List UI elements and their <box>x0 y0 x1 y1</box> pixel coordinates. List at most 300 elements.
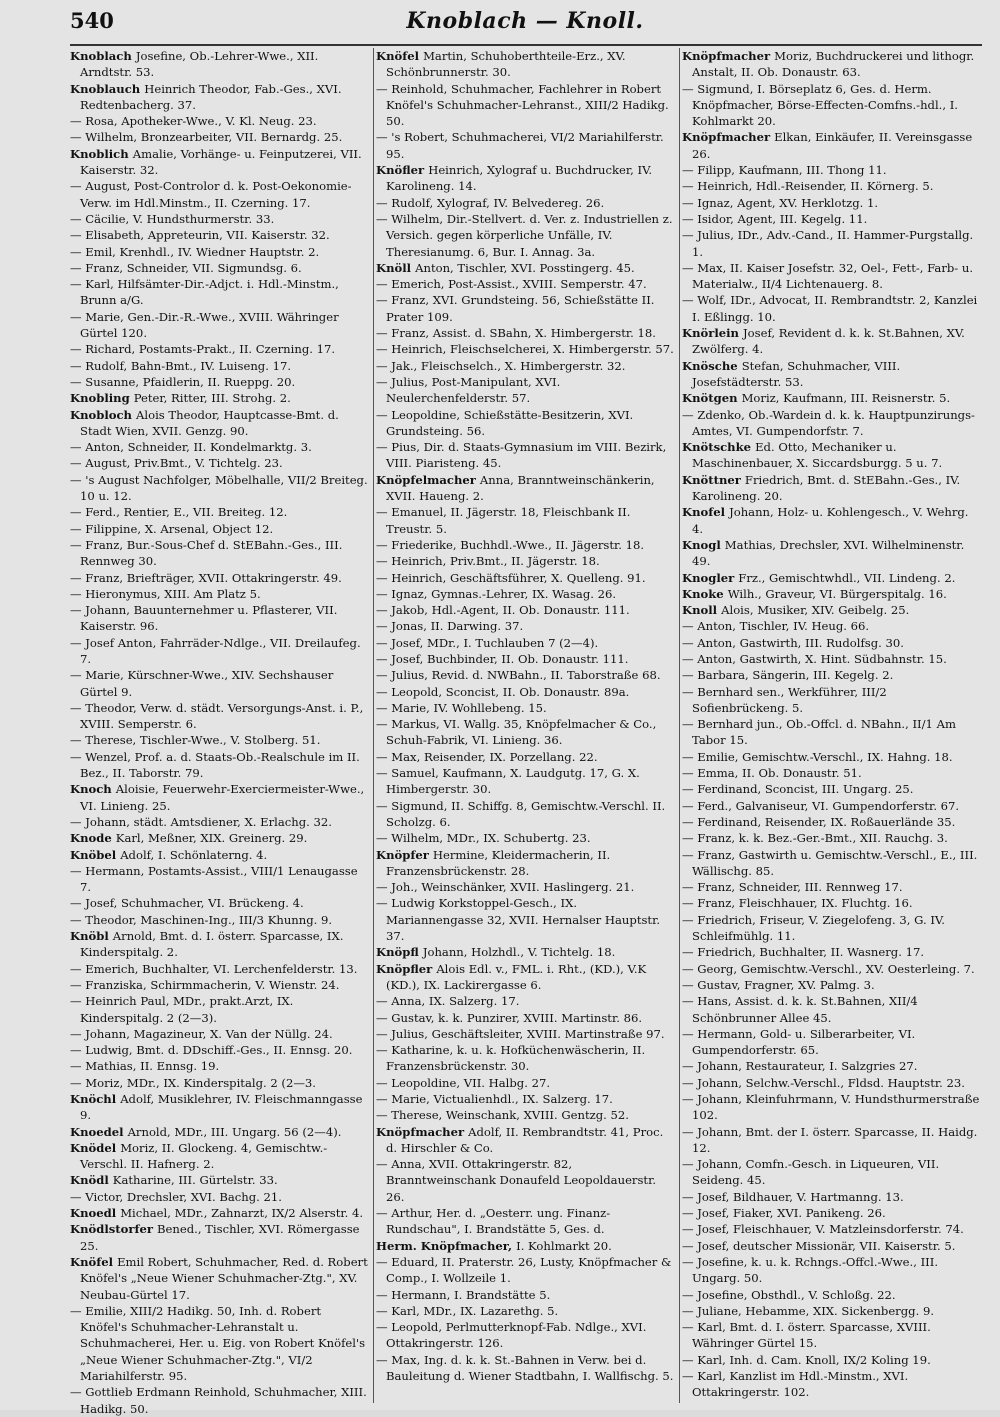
directory-entry <box>682 814 982 830</box>
directory-entry <box>376 651 676 667</box>
entry-text: Arnold, MDr., III. Ungarg. 56 (2—4). <box>127 1124 342 1139</box>
directory-entry <box>376 570 676 586</box>
entry-surname: Knöll <box>376 260 412 275</box>
entry-text: — Heinrich Paul, MDr., prakt.Arzt, IX. Kinderspitalg. 2 (2—3). <box>70 994 294 1025</box>
directory-entry <box>682 961 982 977</box>
directory-entry <box>70 244 370 260</box>
directory-entry <box>682 211 982 227</box>
directory-entry <box>70 48 370 81</box>
directory-entry <box>376 439 676 472</box>
directory-entry <box>682 1058 982 1074</box>
entry-text: — Franz, Fleischhauer, IX. Fluchtg. 16. <box>682 896 913 911</box>
directory-entry <box>682 1205 982 1221</box>
directory-entry <box>376 798 676 831</box>
directory-entry <box>376 667 676 683</box>
entry-text: — Juliane, Hebamme, XIX. Sickenbergg. 9. <box>682 1303 934 1318</box>
directory-entry <box>376 684 676 700</box>
entry-text: — Victor, Drechsler, XVI. Bachg. 21. <box>70 1189 282 1204</box>
entry-text: — Heinrich, Geschäftsführer, X. Quelleng. 91. <box>376 570 646 585</box>
directory-entry <box>70 504 370 520</box>
entry-text: — Julius, Post-Manipulant, XVI. Neulerchenfelderstr. 57. <box>376 374 561 406</box>
entry-surname: Knöpfelmacher <box>376 472 476 487</box>
entry-text: — Rosa, Apotheker-Wwe., V. Kl. Neug. 23. <box>70 114 317 129</box>
entry-text: Moriz, Kaufmann, III. Reisnerstr. 5. <box>741 391 951 406</box>
entry-surname: Knobling <box>70 391 130 406</box>
directory-entry <box>682 1189 982 1205</box>
entry-surname: Knösche <box>682 358 738 373</box>
entry-surname: Knöttner <box>682 472 741 487</box>
directory-entry <box>376 635 676 651</box>
running-head: Knoblach — Knoll. <box>406 8 644 34</box>
directory-entry <box>376 1075 676 1091</box>
entry-text: Peter, Ritter, III. Strohg. 2. <box>133 391 291 406</box>
entry-text: — Julius, Geschäftsleiter, XVIII. Martinstraße 97. <box>376 1026 665 1041</box>
directory-entry <box>376 830 676 846</box>
directory-entry <box>682 798 982 814</box>
entry-text: — Mathias, II. Ennsg. 19. <box>70 1059 220 1074</box>
entry-text: Karl, Meßner, XIX. Greinerg. 29. <box>115 831 308 846</box>
directory-entry <box>376 1319 676 1352</box>
entry-text: — Emilie, Gemischtw.-Verschl., IX. Hahng. 18. <box>682 749 953 764</box>
entry-surname: Knöchl <box>70 1092 117 1106</box>
directory-entry <box>70 635 370 668</box>
directory-entry <box>682 129 982 162</box>
entry-text: — Josef Anton, Fahrräder-Ndlge., VII. Dreilaufeg. 7. <box>70 635 361 666</box>
entry-text: — Gottlieb Erdmann Reinhold, Schuhmacher, XIII. Hadikg. 50. <box>70 1385 367 1416</box>
entry-surname: Knörlein <box>682 326 739 341</box>
entry-text: Frz., Gemischtwhdl., VII. Lindeng. 2. <box>738 570 956 585</box>
directory-entry <box>376 765 676 798</box>
directory-entry <box>70 146 370 179</box>
entry-text: — Emma, II. Ob. Donaustr. 51. <box>682 766 862 781</box>
directory-entry <box>70 1189 370 1205</box>
entry-text: — Friedrich, Buchhalter, II. Wasnerg. 17. <box>682 945 925 960</box>
entry-surname: Knoch <box>70 782 112 797</box>
directory-entry <box>682 847 982 880</box>
entry-text: — Barbara, Sängerin, III. Kegelg. 2. <box>682 668 894 683</box>
entry-text: Alois Edl. v., FML. i. Rht., (KD.), V.K (KD.), IX. Lackirergasse 6. <box>386 961 647 992</box>
entry-text: — Joh., Weinschänker, XVII. Haslingerg. 21. <box>376 880 635 895</box>
entry-surname: Knöpfler <box>376 961 433 976</box>
entry-text: — Josef, Schuhmacher, VI. Brückeng. 4. <box>70 896 304 911</box>
entry-text: Josef, Revident d. k. k. St.Bahnen, XV. Zwölferg. 4. <box>692 326 965 357</box>
directory-entry <box>682 407 982 440</box>
directory-entry <box>682 895 982 911</box>
entry-text: — Emil, Krenhdl., IV. Wiedner Hauptstr. 2. <box>70 244 320 259</box>
entry-text: — Karl, MDr., IX. Lazarethg. 5. <box>376 1303 559 1318</box>
directory-entry <box>682 1075 982 1091</box>
entry-text: — Anton, Tischler, IV. Heug. 66. <box>682 619 870 634</box>
directory-entry <box>70 1042 370 1058</box>
entry-text: — Markus, VI. Wallg. 35, Knöpfelmacher & Co., Schuh-Fabrik, VI. Linieng. 36. <box>376 717 657 748</box>
directory-entry <box>376 944 676 960</box>
directory-entry <box>682 830 982 846</box>
directory-entry <box>70 1124 370 1140</box>
entry-text: — Rudolf, Bahn-Bmt., IV. Luiseng. 17. <box>70 358 292 373</box>
directory-entry <box>376 700 676 716</box>
column-1 <box>70 48 370 1416</box>
entry-text: — Sigmund, II. Schiffg. 8, Gemischtw.-Verschl. II. Scholzg. 6. <box>376 798 666 829</box>
entry-surname: Knoblauch <box>70 81 141 96</box>
entry-text: Anton, Tischler, XVI. Posstingerg. 45. <box>415 260 635 275</box>
directory-entry <box>376 993 676 1009</box>
directory-entry <box>70 830 370 846</box>
directory-entry <box>682 781 982 797</box>
entry-text: — Heinrich, Priv.Bmt., II. Jägerstr. 18. <box>376 554 600 569</box>
directory-entry <box>376 358 676 374</box>
entry-text: — Jonas, II. Darwing. 37. <box>376 619 524 634</box>
entry-text: — Cäcilie, V. Hundsthurmerstr. 33. <box>70 211 275 226</box>
directory-entry <box>682 1238 982 1254</box>
entry-text: Heinrich Theodor, Fab.-Ges., XVI. Redtenbacherg. 37. <box>80 81 342 112</box>
directory-entry <box>376 129 676 162</box>
directory-entry <box>70 472 370 505</box>
directory-entry <box>376 48 676 81</box>
entry-text: Arnold, Bmt. d. I. österr. Sparcasse, IX. Kinderspitalg. 2. <box>80 929 344 960</box>
directory-entry <box>70 912 370 928</box>
directory-entry <box>682 390 982 406</box>
entry-text: — Arthur, Her. d. „Oesterr. ung. Finanz-Rundschau", I. Brandstätte 5, Ges. d. <box>376 1206 611 1237</box>
entry-surname: Knötgen <box>682 391 738 406</box>
directory-entry <box>682 586 982 602</box>
entry-surname: Knöbel <box>70 847 117 862</box>
column-divider <box>373 48 374 1403</box>
entry-text: — Anna, IX. Salzerg. 17. <box>376 994 520 1009</box>
entry-text: — Richard, Postamts-Prakt., II. Czerning. 17. <box>70 342 336 357</box>
directory-entry <box>376 1238 676 1254</box>
entry-text: — Emerich, Post-Assist., XVIII. Semperstr. 47. <box>376 277 647 292</box>
directory-entry <box>682 1287 982 1303</box>
directory-entry <box>70 863 370 896</box>
entry-text: Michael, MDr., Zahnarzt, IX/2 Alserstr. 4. <box>120 1206 364 1221</box>
directory-entry <box>70 993 370 1026</box>
entry-surname: Knöpfmacher <box>376 1124 465 1139</box>
entry-text: — Bernhard jun., Ob.-Offcl. d. NBahn., II/1 Am Tabor 15. <box>682 717 956 748</box>
directory-entry <box>376 407 676 440</box>
directory-entry <box>376 1254 676 1287</box>
directory-entry <box>70 211 370 227</box>
directory-entry <box>376 81 676 130</box>
directory-entry <box>682 1124 982 1157</box>
entry-text: — Johann, städt. Amtsdiener, X. Erlachg. 32. <box>70 814 332 829</box>
entry-surname: Knoblach <box>70 49 132 63</box>
directory-entry <box>376 504 676 537</box>
entry-text: — Karl, Hilfsämter-Dir.-Adjct. i. Hdl.-Minstm., Brunn a/G. <box>70 277 339 308</box>
entry-text: — Johann, Bmt. der I. österr. Sparcasse, II. Haidg. 12. <box>682 1124 978 1155</box>
entry-text: — Anton, Gastwirth, III. Rudolfsg. 30. <box>682 635 904 650</box>
directory-entry <box>70 1091 370 1124</box>
entry-text: Anna, Branntweinschänkerin, XVII. Haueng. 2. <box>386 472 655 504</box>
entry-text: — Marie, Kürschner-Wwe., XIV. Sechshauser Gürtel 9. <box>70 668 334 699</box>
entry-text: Bened., Tischler, XVI. Römergasse 25. <box>80 1222 360 1253</box>
directory-entry <box>376 260 676 276</box>
directory-entry <box>682 879 982 895</box>
directory-entry <box>682 178 982 194</box>
entry-text: Moriz, Buchdruckerei und lithogr. Anstalt, II. Ob. Donaustr. 63. <box>692 49 975 80</box>
entry-text: — Franz, XVI. Grundsteing. 56, Schießstätte II. Prater 109. <box>376 293 655 324</box>
entry-text: — Hermann, Gold- u. Silberarbeiter, VI. Gumpendorferstr. 65. <box>682 1026 916 1058</box>
directory-entry <box>70 439 370 455</box>
directory-entry <box>376 716 676 749</box>
directory-entry <box>70 1140 370 1173</box>
entry-text: Emil Robert, Schuhmacher, Red. d. Robert Knöfel's „Neue Wiener Schuhmacher-Ztg.", XV. Neubau-Gürtel 17. <box>80 1254 368 1302</box>
entry-text: Friedrich, Bmt. d. StEBahn.-Ges., IV. Karolineng. 20. <box>692 472 961 504</box>
directory-entry <box>376 1091 676 1107</box>
directory-entry <box>682 358 982 391</box>
directory-entry <box>70 1303 370 1384</box>
directory-entry <box>70 814 370 830</box>
directory-entry <box>70 227 370 243</box>
directory-entry <box>682 504 982 537</box>
entry-text: — Heinrich, Hdl.-Reisender, II. Körnerg. 5. <box>682 179 934 194</box>
directory-entry <box>376 1010 676 1026</box>
entry-text: Johann, Holz- u. Kohlengesch., V. Wehrg. 4. <box>692 505 969 536</box>
entry-surname: Knödl <box>70 1173 109 1188</box>
entry-text: I. Kohlmarkt 20. <box>516 1238 612 1253</box>
entry-text: Josefine, Ob.-Lehrer-Wwe., XII. Arndtstr. 53. <box>80 49 319 80</box>
directory-entry <box>70 81 370 114</box>
directory-entry <box>70 749 370 782</box>
directory-entry <box>682 667 982 683</box>
entry-text: — Julius, IDr., Adv.-Cand., II. Hammer-Purgstallg. 1. <box>682 228 974 259</box>
entry-text: Aloisie, Feuerwehr-Exerciermeister-Wwe., VI. Linieng. 25. <box>80 782 365 813</box>
directory-entry <box>682 618 982 634</box>
directory-entry <box>376 1042 676 1075</box>
directory-entry <box>70 390 370 406</box>
entry-text: — Theodor, Verw. d. städt. Versorgungs-Anst. i. P., XVIII. Semperstr. 6. <box>70 700 364 732</box>
directory-entry <box>682 325 982 358</box>
entry-surname: Knofel <box>682 505 726 520</box>
entry-text: — Josefine, k. u. k. Rchngs.-Offcl.-Wwe., III. Ungarg. 50. <box>682 1254 939 1286</box>
directory-entry <box>70 602 370 635</box>
entry-text: — Wilhelm, Dir.-Stellvert. d. Ver. z. Industriellen z. Versich. gegen körperliche Unfälle, IV. Theresianumg. 6, Bur. I. Annag. 3a. <box>376 211 673 259</box>
entry-text: — Karl, Kanzlist im Hdl.-Minstm., XVI. Ottakringerstr. 102. <box>682 1369 909 1400</box>
directory-entry <box>376 1303 676 1319</box>
entry-surname: Knödel <box>70 1140 117 1155</box>
directory-entry <box>70 961 370 977</box>
entry-text: — Moriz, MDr., IX. Kinderspitalg. 2 (2—3. <box>70 1075 316 1090</box>
entry-text: — Jak., Fleischselch., X. Himbergerstr. 32. <box>376 358 626 373</box>
entry-text: — Johann, Selchw.-Verschl., Fldsd. Hauptstr. 23. <box>682 1075 965 1090</box>
entry-text: Mathias, Drechsler, XVI. Wilhelminenstr. 49. <box>692 537 965 569</box>
directory-entry <box>70 1254 370 1303</box>
directory-entry <box>682 1091 982 1124</box>
entry-text: — Johann, Comfn.-Gesch. in Liqueuren, VII. Seideng. 45. <box>682 1157 940 1188</box>
directory-entry <box>70 1058 370 1074</box>
entry-text: — August, Priv.Bmt., V. Tichtelg. 23. <box>70 456 283 471</box>
entry-text: — Franziska, Schirmmacherin, V. Wienstr. 24. <box>70 977 340 992</box>
entry-text: — Samuel, Kaufmann, X. Laudgutg. 17, G. X. Himbergerstr. 30. <box>376 766 640 797</box>
entry-text: — Leopoldine, VII. Halbg. 27. <box>376 1075 551 1090</box>
directory-entry <box>682 537 982 570</box>
entry-text: — Wilhelm, MDr., IX. Schubertg. 23. <box>376 831 591 846</box>
directory-entry <box>70 1172 370 1188</box>
entry-text: — Friederike, Buchhdl.-Wwe., II. Jägerstr. 18. <box>376 537 645 552</box>
entry-surname: Knogl <box>682 537 721 552</box>
entry-text: — Bernhard sen., Werkführer, III/2 Sofienbrückeng. 5. <box>682 684 887 715</box>
directory-entry <box>376 537 676 553</box>
directory-entry <box>682 635 982 651</box>
column-3 <box>682 48 982 1403</box>
entry-text: — Max, II. Kaiser Josefstr. 32, Oel-, Fett-, Farb- u. Materialw., II/4 Lichtenauerg. 8. <box>682 260 974 292</box>
entry-text: Martin, Schuhoberthteile-Erz., XV. Schönbrunnerstr. 30. <box>386 49 626 80</box>
column-divider <box>679 48 680 1403</box>
directory-entry <box>682 1254 982 1287</box>
entry-surname: Knoedl <box>70 1206 117 1221</box>
directory-entry <box>682 1026 982 1059</box>
entry-text: Katharine, III. Gürtelstr. 33. <box>112 1173 278 1188</box>
entry-text: — Leopold, Sconcist, II. Ob. Donaustr. 89a. <box>376 684 630 699</box>
directory-entry <box>70 358 370 374</box>
page-number: 540 <box>70 8 114 33</box>
directory-entry <box>376 553 676 569</box>
entry-text: Elkan, Einkäufer, II. Vereinsgasse 26. <box>692 130 973 161</box>
entry-text: — Julius, Revid. d. NWBahn., II. Taborstraße 68. <box>376 668 661 683</box>
entry-text: — Ferdinand, Sconcist, III. Ungarg. 25. <box>682 782 914 797</box>
directory-entry <box>70 977 370 993</box>
entry-text: — Reinhold, Schuhmacher, Fachlehrer in Robert Knöfel's Schuhmacher-Lehranst., XIII/2 Hadikg. 50. <box>376 81 669 129</box>
entry-text: — Marie, Gen.-Dir.-R.-Wwe., XVIII. Währinger Gürtel 120. <box>70 309 339 341</box>
entry-text: — Marie, Victualienhdl., IX. Salzerg. 17. <box>376 1092 613 1106</box>
entry-surname: Knötschke <box>682 440 752 455</box>
entry-text: — Karl, Inh. d. Cam. Knoll, IX/2 Koling 19. <box>682 1352 931 1367</box>
entry-surname: Knoedel <box>70 1124 124 1139</box>
entry-surname: Knöpfmacher <box>682 130 771 145</box>
directory-entry <box>682 1368 982 1401</box>
entry-text: — Franz, Gastwirth u. Gemischtw.-Verschl., E., III. Wällischg. 85. <box>682 847 978 878</box>
directory-entry <box>376 341 676 357</box>
directory-entry <box>682 195 982 211</box>
entry-text: — Franz, Briefträger, XVII. Ottakringerstr. 49. <box>70 570 342 585</box>
directory-entry <box>70 928 370 961</box>
directory-entry <box>70 276 370 309</box>
directory-entry <box>70 341 370 357</box>
entry-text: — Hermann, Postamts-Assist., VIII/1 Lenaugasse 7. <box>70 863 358 895</box>
entry-text: — 's August Nachfolger, Möbelhalle, VII/2 Breiteg. 10 u. 12. <box>70 472 368 504</box>
entry-text: — Josefine, Obsthdl., V. Schloßg. 22. <box>682 1287 896 1302</box>
directory-entry <box>70 178 370 211</box>
directory-entry <box>682 602 982 618</box>
directory-entry <box>682 439 982 472</box>
entry-surname: Knoke <box>682 586 724 601</box>
directory-entry <box>682 1352 982 1368</box>
entry-text: — Eduard, II. Praterstr. 26, Lusty, Knöpfmacher & Comp., I. Wollzeile 1. <box>376 1254 672 1286</box>
directory-entry <box>70 700 370 733</box>
directory-entry <box>682 260 982 293</box>
entry-text: — Josef, MDr., I. Tuchlauben 7 (2—4). <box>376 635 599 650</box>
entry-text: — 's Robert, Schuhmacherei, VI/2 Mariahilferstr. 95. <box>376 130 664 161</box>
directory-entry <box>70 895 370 911</box>
directory-entry <box>376 1107 676 1123</box>
entry-text: — Filippine, X. Arsenal, Object 12. <box>70 521 274 536</box>
directory-entry <box>682 684 982 717</box>
directory-entry <box>376 211 676 260</box>
entry-surname: Knogler <box>682 570 735 585</box>
entry-surname: Knoll <box>682 603 718 618</box>
directory-entry <box>376 602 676 618</box>
entry-text: Adolf, Musiklehrer, IV. Fleischmanngasse 9. <box>80 1092 363 1123</box>
directory-entry <box>376 1287 676 1303</box>
entry-text: — Anton, Schneider, II. Kondelmarktg. 3. <box>70 440 312 455</box>
directory-entry <box>70 667 370 700</box>
directory-entry <box>682 651 982 667</box>
directory-entry <box>682 716 982 749</box>
entry-surname: Knöfel <box>70 1254 114 1269</box>
directory-entry <box>70 537 370 570</box>
directory-entry <box>70 374 370 390</box>
entry-text: — Emanuel, II. Jägerstr. 18, Fleischbank II. Treustr. 5. <box>376 505 631 536</box>
directory-entry <box>682 162 982 178</box>
directory-entry <box>376 1205 676 1238</box>
entry-text: Johann, Holzhdl., V. Tichtelg. 18. <box>422 945 616 960</box>
entry-surname: Knöbl <box>70 929 109 944</box>
directory-entry <box>70 732 370 748</box>
entry-text: — Ludwig, Bmt. d. DDschiff.-Ges., II. Ennsg. 20. <box>70 1043 353 1058</box>
directory-entry <box>682 993 982 1026</box>
entry-text: Adolf, II. Rembrandtstr. 41, Proc. d. Hirschler & Co. <box>386 1124 664 1155</box>
entry-text: — Friedrich, Friseur, V. Ziegelofeng. 3, G. IV. Schleifmühlg. 11. <box>682 912 945 944</box>
directory-entry <box>376 586 676 602</box>
directory-entry <box>70 129 370 145</box>
directory-entry <box>682 472 982 505</box>
entry-text: — Filipp, Kaufmann, III. Thong 11. <box>682 163 887 178</box>
entry-text: — Hans, Assist. d. k. k. St.Bahnen, XII/4 Schönbrunner Allee 45. <box>682 994 918 1025</box>
entry-text: — Isidor, Agent, III. Kegelg. 11. <box>682 211 868 226</box>
directory-entry <box>376 276 676 292</box>
entry-text: Moriz, II. Glockeng. 4, Gemischtw.-Verschl. II. Hafnerg. 2. <box>80 1140 328 1172</box>
entry-text: — Ferd., Galvaniseur, VI. Gumpendorferstr. 67. <box>682 798 960 813</box>
entry-text: — Therese, Tischler-Wwe., V. Stolberg. 51. <box>70 733 321 748</box>
directory-entry <box>376 847 676 880</box>
entry-text: — Max, Ing. d. k. k. St.-Bahnen in Verw. bei d. Bauleitung d. Wiener Stadtbahn, I. Wallfischg. 5. <box>376 1352 674 1384</box>
directory-entry <box>376 895 676 944</box>
entry-surname: Knödlstorfer <box>70 1222 153 1237</box>
directory-entry <box>682 944 982 960</box>
entry-text: — Anton, Gastwirth, X. Hint. Südbahnstr. 15. <box>682 651 947 666</box>
entry-text: — Susanne, Pfaidlerin, II. Rueppg. 20. <box>70 374 296 389</box>
entry-text: — Marie, IV. Wohllebeng. 15. <box>376 700 547 715</box>
directory-entry <box>70 309 370 342</box>
entry-text: Alois, Musiker, XIV. Geibelg. 25. <box>721 603 910 618</box>
directory-entry <box>70 521 370 537</box>
entry-text: — Therese, Weinschank, XVIII. Gentzg. 52. <box>376 1108 629 1123</box>
entry-text: — Leopold, Perlmutterknopf-Fab. Ndlge., XVI. Ottakringerstr. 126. <box>376 1320 647 1351</box>
entry-text: — Sigmund, I. Börseplatz 6, Ges. d. Herm. Knöpfmacher, Börse-Effecten-Comfns.-hdl., I. Kohlmarkt 20. <box>682 81 958 129</box>
directory-entry <box>376 1124 676 1157</box>
entry-text: — Theodor, Maschinen-Ing., III/3 Khunng. 9. <box>70 912 333 927</box>
directory-entry <box>376 325 676 341</box>
entry-text: — Hieronymus, XIII. Am Platz 5. <box>70 586 261 601</box>
entry-text: — Pius, Dir. d. Staats-Gymnasium im VIII. Bezirk, VIII. Piaristeng. 45. <box>376 440 667 471</box>
directory-entry <box>682 765 982 781</box>
directory-entry <box>70 1384 370 1417</box>
directory-entry <box>70 1221 370 1254</box>
entry-text: — Franz, Bur.-Sous-Chef d. StEBahn.-Ges., III. Rennweg 30. <box>70 537 343 569</box>
directory-entry <box>682 227 982 260</box>
entry-text: — Ferdinand, Reisender, IX. Roßauerlände 35. <box>682 814 956 829</box>
entry-text: — Ferd., Rentier, E., VII. Breiteg. 12. <box>70 505 288 520</box>
entry-text: — Josef, Fleischhauer, V. Matzleinsdorferstr. 74. <box>682 1222 964 1237</box>
directory-entry <box>70 260 370 276</box>
entry-text: Alois Theodor, Hauptcasse-Bmt. d. Stadt Wien, XVII. Genzg. 90. <box>80 407 339 438</box>
entry-text: — Franz, Assist. d. SBahn, X. Himbergerstr. 18. <box>376 326 656 341</box>
entry-text: — Franz, Schneider, VII. Sigmundsg. 6. <box>70 260 302 275</box>
entry-text: — Max, Reisender, IX. Porzellang. 22. <box>376 749 598 764</box>
directory-entry <box>376 195 676 211</box>
directory-entry <box>70 113 370 129</box>
entry-text: Amalie, Vorhänge- u. Feinputzerei, VII. Kaiserstr. 32. <box>80 146 362 178</box>
page-header <box>70 8 980 42</box>
